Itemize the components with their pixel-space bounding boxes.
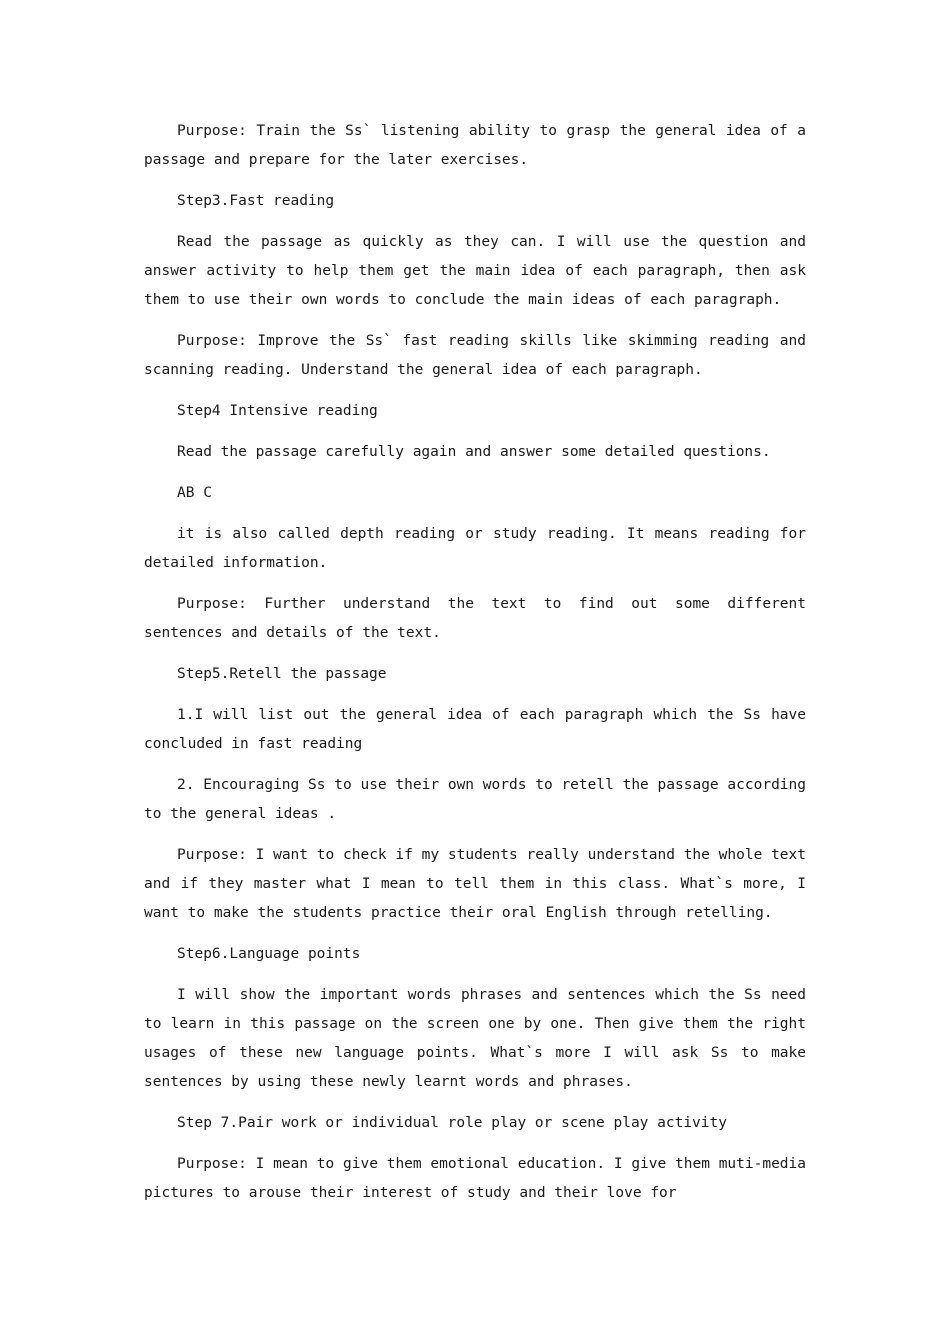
heading-step6-language-points: Step6.Language points (177, 946, 361, 962)
heading-step5-retell: Step5.Retell the passage (177, 666, 387, 682)
paragraph-intensive-reading-instructions: Read the passage carefully again and answer some detailed questions. (177, 444, 771, 460)
paragraph-depth-reading-definition: it is also called depth reading or study reading. It means reading for detailed information. (144, 526, 806, 571)
paragraph-purpose-intensive-reading: Purpose: Further understand the text to find out some different sentences and details of the text. (144, 596, 806, 641)
paragraph-purpose-listening: Purpose: Train the Ss` listening ability to grasp the general idea of a passage and prepare for the later exercises. (144, 123, 806, 168)
paragraph-purpose-retell: Purpose: I want to check if my students really understand the whole text and if they master what I mean to tell them in this class. What`s more, I want to make the students practice their oral English through retelling. (144, 847, 806, 921)
heading-step3-fast-reading: Step3.Fast reading (177, 193, 335, 209)
paragraph-fast-reading-instructions: Read the passage as quickly as they can. I will use the question and answer activity to help them get the main idea of each paragraph, then ask them to use their own words to conclude the main ideas of each paragraph. (144, 234, 806, 308)
paragraph-retell-item-1: 1.I will list out the general idea of each paragraph which the Ss have concluded in fast reading (144, 707, 806, 752)
paragraph-language-points: I will show the important words phrases and sentences which the Ss need to learn in this passage on the screen one by one. Then give them the right usages of these new language points. What`s more I will ask Ss to make sentences by using these newly learnt words and phrases. (144, 987, 806, 1090)
document-body (144, 117, 806, 1220)
paragraph-purpose-emotional-education: Purpose: I mean to give them emotional education. I give them muti-media pictures to arouse their interest of study and their love for (144, 1156, 806, 1201)
heading-step4-intensive-reading: Step4 Intensive reading (177, 403, 378, 419)
heading-step7-pair-work: Step 7.Pair work or individual role play or scene play activity (177, 1115, 727, 1131)
paragraph-answer-options: AB C (177, 485, 212, 501)
paragraph-purpose-fast-reading: Purpose: Improve the Ss` fast reading skills like skimming reading and scanning reading. Understand the general idea of each paragraph. (144, 333, 806, 378)
paragraph-retell-item-2: 2. Encouraging Ss to use their own words to retell the passage according to the general ideas . (144, 777, 806, 822)
